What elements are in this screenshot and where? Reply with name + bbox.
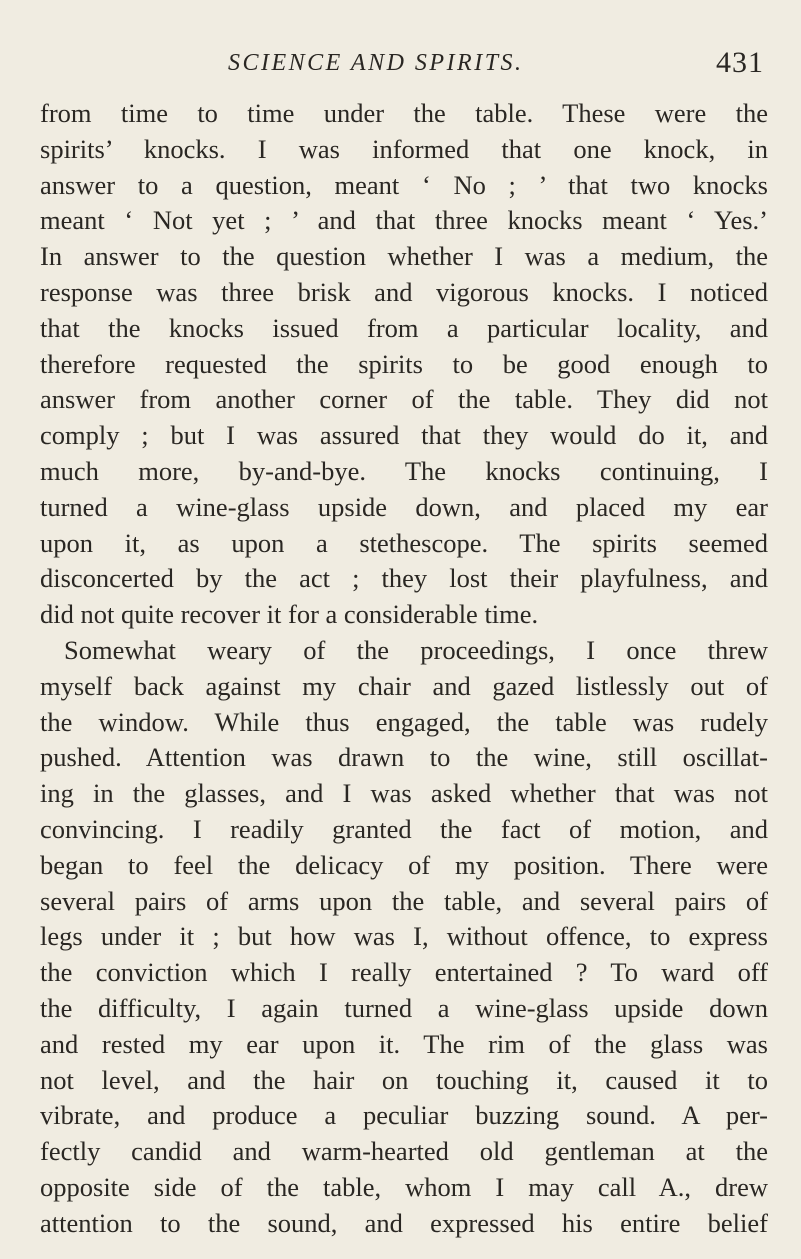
running-head xyxy=(0,46,801,82)
text-line: ing in the glasses, and I was asked whether that was not xyxy=(40,778,768,809)
text-line: comply ; but I was assured that they would do it, and xyxy=(40,420,768,451)
text-line: several pairs of arms upon the table, and several pairs of xyxy=(40,885,768,916)
text-line: legs under it ; but how was I, without offence, to express xyxy=(40,921,768,952)
text-line: fectly candid and warm-hearted old gentleman at the xyxy=(40,1136,768,1167)
text-line: attention to the sound, and expressed his entire belief xyxy=(40,1207,768,1238)
text-line-paragraph-start: Somewhat weary of the proceedings, I once threw xyxy=(64,634,768,665)
text-line: and rested my ear upon it. The rim of the glass was xyxy=(40,1028,768,1059)
text-line: spirits’ knocks. I was informed that one knock, in xyxy=(40,133,768,164)
text-line: the window. While thus engaged, the table was rudely xyxy=(40,706,768,737)
text-line: opposite side of the table, whom I may call A., drew xyxy=(40,1171,768,1202)
text-line: response was three brisk and vigorous knocks. I noticed xyxy=(40,276,768,307)
text-line: from time to time under the table. These were the xyxy=(40,98,768,128)
body-text xyxy=(40,96,768,1242)
running-title: SCIENCE AND SPIRITS. xyxy=(228,50,524,76)
text-line: vibrate, and produce a peculiar buzzing sound. A per- xyxy=(40,1100,768,1131)
text-line: not level, and the hair on touching it, caused it to xyxy=(40,1064,768,1095)
text-line: began to feel the delicacy of my position. There were xyxy=(40,849,768,880)
text-line: disconcerted by the act ; they lost their playfulness, and xyxy=(40,563,768,594)
text-line: therefore requested the spirits to be good enough to xyxy=(40,348,768,379)
text-line: pushed. Attention was drawn to the wine, still oscillat- xyxy=(40,742,768,773)
text-line: convincing. I readily granted the fact of motion, and xyxy=(40,813,768,844)
text-line: much more, by-and-bye. The knocks continuing, I xyxy=(40,455,768,486)
text-line-paragraph-end: did not quite recover it for a considerable time. xyxy=(40,599,539,630)
page-number: 431 xyxy=(716,46,764,79)
text-line: turned a wine-glass upside down, and placed my ear xyxy=(40,491,768,522)
text-line: meant ‘ Not yet ; ’ and that three knocks meant ‘ Yes.’ xyxy=(40,205,768,236)
text-line: the difficulty, I again turned a wine-glass upside down xyxy=(40,992,768,1023)
text-line: that the knocks issued from a particular locality, and xyxy=(40,312,768,343)
text-line: myself back against my chair and gazed listlessly out of xyxy=(40,670,768,701)
text-line: answer to a question, meant ‘ No ; ’ that two knocks xyxy=(40,169,768,200)
text-line: answer from another corner of the table. They did not xyxy=(40,384,768,415)
text-line: In answer to the question whether I was a medium, the xyxy=(40,241,768,272)
text-line: the conviction which I really entertained ? To ward off xyxy=(40,957,768,988)
text-line: upon it, as upon a stethescope. The spirits seemed xyxy=(40,527,768,558)
